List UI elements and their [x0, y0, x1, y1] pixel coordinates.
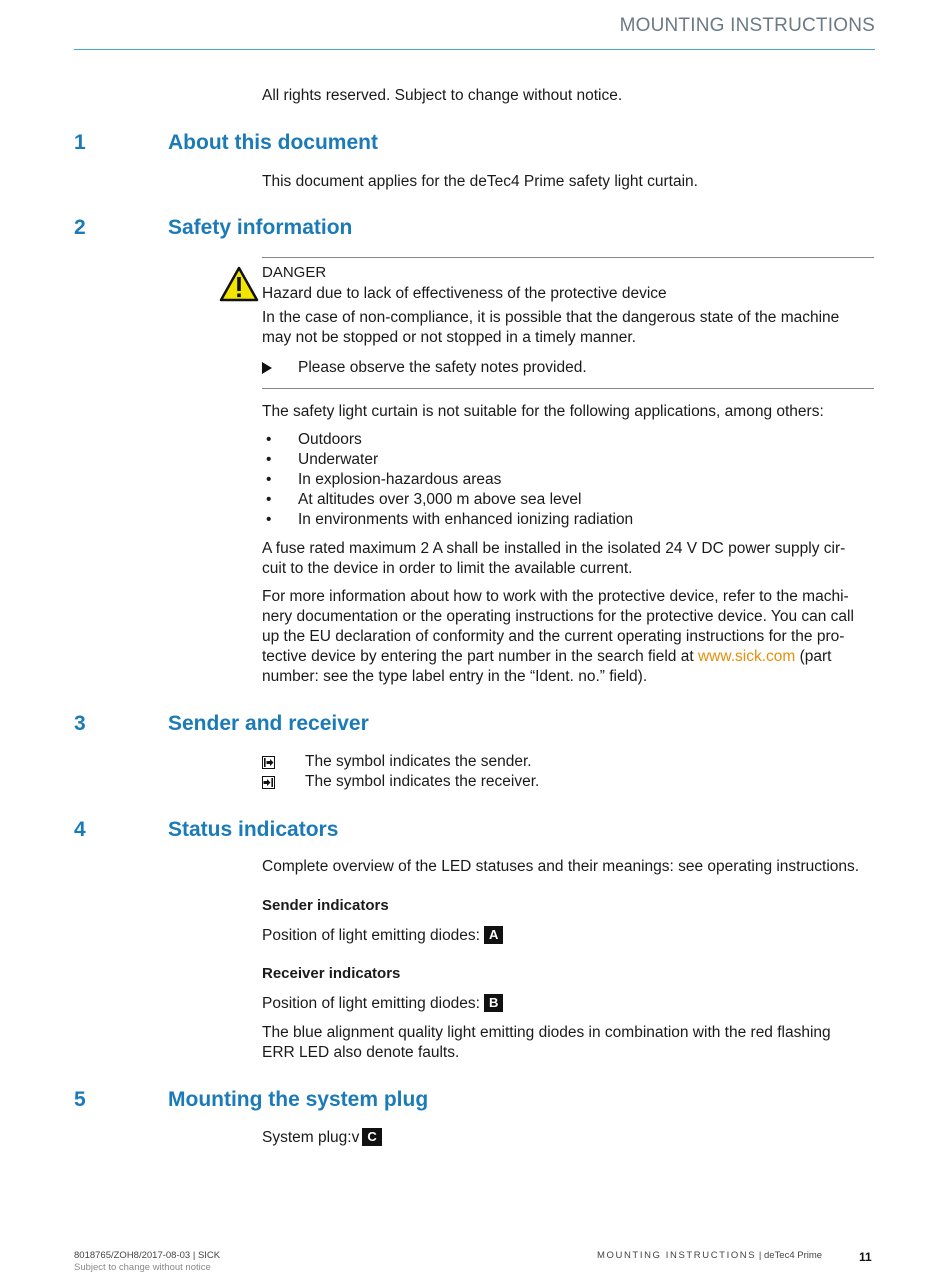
sender-indicators-heading: Sender indicators [262, 897, 389, 914]
warning-triangle-icon [219, 266, 259, 302]
danger-body-line-1: In the case of non-compliance, it is possible that the dangerous state of the machine [262, 309, 840, 326]
receiver-symbol-text: The symbol indicates the receiver. [305, 773, 540, 790]
list-item-text: Underwater [298, 451, 379, 468]
list-item-text: In explosion-hazardous areas [298, 471, 502, 488]
fuse-line-2: cuit to the device in order to limit the available current. [262, 560, 633, 577]
footer-doc-type-text: MOUNTING INSTRUCTIONS [597, 1250, 757, 1261]
danger-label: DANGER [262, 264, 327, 281]
bullet-icon: • [266, 471, 272, 488]
section-2-number: 2 [74, 216, 86, 239]
system-plug-text [262, 1128, 382, 1148]
section-4-title: Status indicators [168, 818, 339, 841]
section-5-title: Mounting the system plug [168, 1088, 429, 1111]
copyright-notice: All rights reserved. Subject to change without notice. [262, 87, 623, 104]
footer-doc-info [74, 1250, 220, 1274]
section-5-number: 5 [74, 1088, 86, 1111]
receiver-indicators-heading: Receiver indicators [262, 965, 401, 982]
footer-product: deTec4 Prime [763, 1250, 823, 1261]
more-info-line-2: nery documentation or the operating instructions for the protective device. You can call [262, 608, 854, 625]
section-3-title: Sender and receiver [168, 712, 369, 735]
danger-body-line-2: may not be stopped or not stopped in a timely manner. [262, 329, 636, 346]
more-info-line-4 [262, 647, 831, 667]
danger-heading: Hazard due to lack of effectiveness of the protective device [262, 285, 667, 302]
danger-bottom-rule [262, 388, 874, 389]
section-2-title: Safety information [168, 216, 353, 239]
fuse-line-1: A fuse rated maximum 2 A shall be installed in the isolated 24 V DC power supply cir- [262, 540, 846, 557]
bullet-icon: • [266, 491, 272, 508]
danger-top-rule [262, 257, 874, 258]
faults-line-2: ERR LED also denote faults. [262, 1044, 460, 1061]
section-4-number: 4 [74, 818, 86, 841]
danger-action: Please observe the safety notes provided. [298, 359, 587, 376]
status-overview: Complete overview of the LED statuses and their meanings: see operating instructions. [262, 858, 860, 875]
footer-doc-type [597, 1250, 822, 1261]
sick-website-link[interactable]: www.sick.com [697, 648, 796, 665]
bullet-icon: • [266, 431, 272, 448]
more-info-line-5: number: see the type label entry in the “Ident. no.” field). [262, 668, 648, 685]
system-plug-label: System plug:v [262, 1129, 360, 1146]
bullet-icon: • [266, 511, 272, 528]
list-item-text: At altitudes over 3,000 m above sea level [298, 491, 582, 508]
list-item-text: In environments with enhanced ionizing radiation [298, 511, 634, 528]
footer-separator: | [756, 1250, 764, 1261]
sender-symbol-text: The symbol indicates the sender. [305, 753, 532, 770]
section-1-text: This document applies for the deTec4 Prime safety light curtain. [262, 173, 698, 190]
receiver-led-position-text: Position of light emitting diodes: [262, 995, 480, 1012]
header-divider [74, 49, 875, 50]
receiver-led-position [262, 994, 503, 1014]
more-info-line-4-suffix: (part [795, 648, 832, 665]
sender-led-position [262, 926, 503, 946]
unsuitable-intro: The safety light curtain is not suitable for the following applications, among others: [262, 403, 824, 420]
bullet-icon: • [266, 451, 272, 468]
figure-ref-badge-b: B [484, 994, 503, 1012]
footer-doc-code: 8018765/ZOH8/2017-08-03 | SICK [74, 1250, 221, 1261]
play-arrow-icon [262, 362, 272, 374]
faults-line-1: The blue alignment quality light emitting diodes in combination with the red flashing [262, 1024, 831, 1041]
section-1-number: 1 [74, 131, 86, 154]
list-item-text: Outdoors [298, 431, 362, 448]
more-info-line-4-text: tective device by entering the part number in the search field at [262, 648, 698, 665]
figure-ref-badge-c: C [362, 1128, 381, 1146]
running-header: MOUNTING INSTRUCTIONS [619, 15, 875, 36]
receiver-symbol-icon [262, 776, 275, 789]
section-3-number: 3 [74, 712, 86, 735]
more-info-line-1: For more information about how to work with the protective device, refer to the machi- [262, 588, 849, 605]
sender-symbol-icon [262, 756, 275, 769]
more-info-line-3: up the EU declaration of conformity and the current operating instructions for the pro- [262, 628, 845, 645]
page-number: 11 [859, 1250, 872, 1264]
sender-led-position-text: Position of light emitting diodes: [262, 927, 480, 944]
figure-ref-badge-a: A [484, 926, 503, 944]
footer-notice: Subject to change without notice [74, 1262, 211, 1273]
section-1-title: About this document [168, 131, 378, 154]
